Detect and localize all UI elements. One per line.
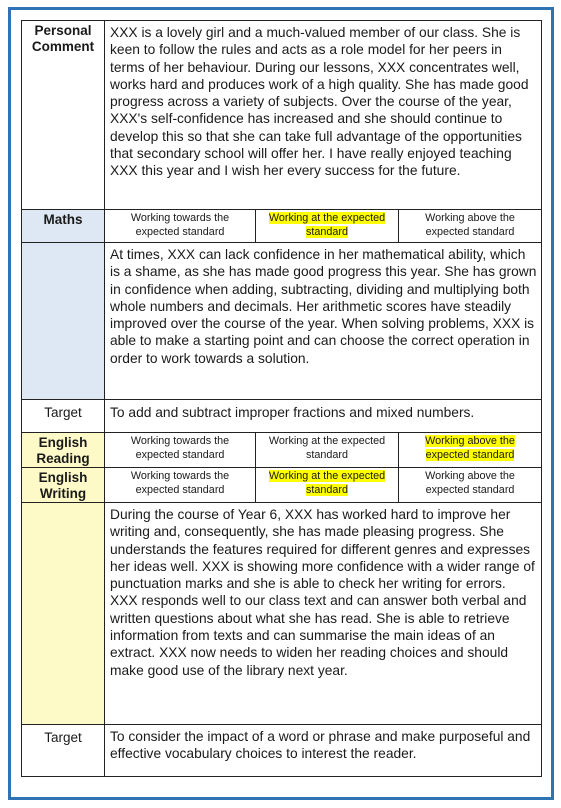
reading-levels-row bbox=[22, 433, 542, 468]
english-comment-paragraph-2: XXX responds well to our class text and can answer both verbal and written questions about what she has read. She is able to retrieve information from texts and can summarise the main ideas of an extract. XXX now needs to widen her reading choices and should make good use of the library next year. bbox=[110, 593, 527, 678]
maths-comment-text: At times, XXX can lack confidence in her mathematical ability, which is a shame, as she has made good progress this year. She has grown in confidence when adding, subtracting, dividing and multiplying both whole numbers and decimals. Her arithmetic scores have steadily improved over the course of the year. When solving problems, XXX is able to make a starting point and can choose the correct operation in order to work towards a solution. bbox=[105, 243, 542, 400]
personal-comment-row bbox=[22, 21, 542, 210]
report-frame bbox=[8, 7, 554, 800]
writing-level-above: Working above the expected standard bbox=[399, 468, 542, 503]
english-label-shade bbox=[22, 503, 105, 725]
english-target-row bbox=[22, 725, 542, 777]
reading-level-above: Working above the expected standard bbox=[399, 433, 542, 468]
english-comment-text bbox=[105, 503, 542, 725]
writing-levels-row bbox=[22, 468, 542, 503]
english-target-text: To consider the impact of a word or phrase and make purposeful and effective vocabulary choices to interest the reader. bbox=[105, 725, 542, 777]
maths-levels-row bbox=[22, 210, 542, 243]
english-comment-paragraph-1: During the course of Year 6, XXX has worked hard to improve her writing and, consequently, she has made pleasing progress. She understands the features required for different genres and expresses her ideas well. XXX is showing more confidence with a wider range of punctuation marks and she is able to check her writing for errors. bbox=[110, 507, 535, 592]
reading-level-at: Working at the expected standard bbox=[256, 433, 399, 468]
personal-comment-text: XXX is a lovely girl and a much-valued member of our class. She is keen to follow the rules and acts as a role model for her peers in terms of her behaviour. During our lessons, XXX concentrates well, works hard and produces work of a high quality. She has made good progress across a variety of subjects. Over the course of the year, XXX's self-confidence has increased and she should continue to develop this so that she can take full advantage of the opportunities that secondary school will offer her. I have really enjoyed teaching XXX this year and I wish her every success for the future. bbox=[105, 21, 542, 210]
english-comment-row bbox=[22, 503, 542, 725]
maths-label: Maths bbox=[22, 210, 105, 243]
reading-level-towards: Working towards the expected standard bbox=[105, 433, 256, 468]
english-target-label: Target bbox=[22, 725, 105, 777]
maths-target-row bbox=[22, 400, 542, 433]
reading-label: English Reading bbox=[22, 433, 105, 468]
maths-target-label: Target bbox=[22, 400, 105, 433]
maths-level-at: Working at the expected standard bbox=[256, 210, 399, 243]
personal-comment-label: Personal Comment bbox=[22, 21, 105, 210]
maths-level-towards: Working towards the expected standard bbox=[105, 210, 256, 243]
writing-level-at: Working at the expected standard bbox=[256, 468, 399, 503]
writing-level-towards: Working towards the expected standard bbox=[105, 468, 256, 503]
writing-label: English Writing bbox=[22, 468, 105, 503]
maths-level-above: Working above the expected standard bbox=[399, 210, 542, 243]
maths-target-text: To add and subtract improper fractions and mixed numbers. bbox=[105, 400, 542, 433]
report-table bbox=[21, 20, 542, 777]
maths-label-shade bbox=[22, 243, 105, 400]
maths-comment-row bbox=[22, 243, 542, 400]
